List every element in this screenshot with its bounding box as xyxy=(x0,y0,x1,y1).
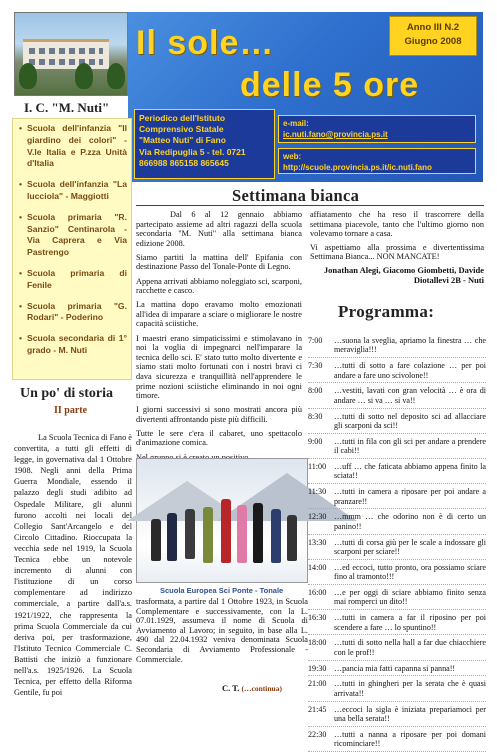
schedule-text: …tutti a nanna a riposare per poi domani ricominciare!! xyxy=(334,729,486,749)
school-item: • Scuola primaria "G. Rodari" - Poderino xyxy=(19,301,127,325)
schedule-time: 22:30 xyxy=(308,729,327,739)
info-line: 866988 865158 865645 xyxy=(139,157,229,168)
tree-shape xyxy=(107,63,125,89)
schools-list-box xyxy=(12,118,132,380)
schedule-text: …tutti di sotto a fare colazione … per poi andare a fare uno scivolone!! xyxy=(334,361,486,380)
schedule-row xyxy=(308,563,486,582)
schedule-time: 7:30 xyxy=(308,361,323,371)
settimana-heading: Settimana bianca xyxy=(232,186,360,205)
skier-figure xyxy=(221,499,231,563)
school-building-photo xyxy=(14,12,128,96)
web-label: web: xyxy=(283,152,302,161)
email-box xyxy=(278,115,476,143)
ski-group-photo xyxy=(136,458,308,583)
email-link[interactable]: ic.nuti.fano@provincia.ps.it xyxy=(283,130,388,139)
schedule-text: …mmm … che odorino non è di certo un panino!! xyxy=(334,512,486,531)
schedule-text: …tutti di sotto nel deposito sci ad allacciare gli scarponi da sci!! xyxy=(334,411,486,431)
schedule-text: …tutti di sotto nella hall a far due chiacchiere con le prof!! xyxy=(334,638,486,657)
schedule-row xyxy=(308,487,486,506)
skier-figure xyxy=(253,503,263,563)
paragraph: I giorni successivi si sono mostrati ancora più divertenti affrontando piste più difficili. xyxy=(136,405,302,424)
schedule-row xyxy=(308,613,486,632)
web-link[interactable]: http://scuole.provincia.ps.it/ic.nuti.fano xyxy=(283,163,432,172)
schedule-row xyxy=(308,730,486,749)
schedule-text: …pancia mia fatti capanna si panna!! xyxy=(334,663,456,673)
schedule-time: 21:45 xyxy=(308,704,327,714)
settimana-column-2 xyxy=(310,210,484,266)
schedule-row xyxy=(308,664,486,673)
school-item: • Scuola primaria "R. Sanzio" Centinarola - Via Caprera e Via Pastrengo xyxy=(19,212,127,259)
schedule-time: 13:30 xyxy=(308,537,327,547)
schedule-row xyxy=(308,705,486,724)
school-item: • Scuola dell'infanzia "Il giardino dei colori" - V.le Italia e P.zza Unità d'Italia xyxy=(19,123,127,170)
schedule-time: 8:30 xyxy=(308,411,323,421)
schedule-text: …tutti in fila con gli sci per andare a prendere il cabi!! xyxy=(334,436,486,456)
paragraph: Siamo partiti la mattina dell' Epifania con destinazione Passo del Tonale-Ponte di Legno. xyxy=(136,252,302,272)
schedule-text: …suona la sveglia, apriamo la finestra … che meraviglia!!! xyxy=(334,336,486,355)
schedule-row xyxy=(308,588,486,607)
building-shape xyxy=(23,39,109,69)
programma-heading: Programma: xyxy=(338,302,435,321)
schedule-time: 11:00 xyxy=(308,462,327,472)
issue-number: Anno III N.2 xyxy=(406,22,460,33)
tree-shape xyxy=(75,63,93,89)
article-signature: Jonathan Alegi, Giacomo Giombetti, Davide Diotallevi 2B - Nuti xyxy=(323,265,484,285)
paragraph: affiatamento che ha reso il trascorrere della settimana piacevole, tanto che l'ultimo giorno non volevamo tornare a casa. xyxy=(310,210,484,239)
info-line: Periodico dell'Istituto xyxy=(139,113,226,123)
paragraph: La mattina dopo eravamo molto emozionati all'idea di imparare a sciare o migliorare le nostre capacità sciistiche. xyxy=(136,300,302,329)
skier-figure xyxy=(185,509,195,559)
schedule-time: 18:00 xyxy=(308,638,327,648)
schedule-row xyxy=(308,462,486,481)
continua-label: (…continua) xyxy=(241,684,282,693)
schedule-row xyxy=(308,412,486,431)
paragraph: Vi aspettiamo alla prossima e divertentissima Settimana Bianca... NON MANCATE! xyxy=(310,242,484,262)
schedule-row xyxy=(308,336,486,355)
programma-list xyxy=(308,336,486,755)
schedule-time: 19:30 xyxy=(308,663,327,673)
schedule-text: …tutti in camera a far il riposino per poi scendere a fare … lo spuntino!! xyxy=(334,613,486,632)
skier-figure xyxy=(271,509,281,563)
schedule-row xyxy=(308,437,486,456)
sidebar-title: I. C. "M. Nuti" xyxy=(24,100,110,115)
storia-heading: Un po' di storia xyxy=(20,386,113,401)
storia-part-label: II parte xyxy=(54,405,88,416)
tree-shape xyxy=(19,63,37,89)
schedule-time: 9:00 xyxy=(308,436,323,446)
settimana-column-1 xyxy=(136,210,302,467)
schedule-time: 21:00 xyxy=(308,679,327,689)
schedule-row xyxy=(308,512,486,531)
schools-list xyxy=(19,123,127,357)
info-line: Via Redipuglia 5 - tel. 0721 xyxy=(139,146,246,157)
schedule-time: 14:00 xyxy=(308,562,327,572)
schedule-row xyxy=(308,538,486,557)
schedule-time: 7:00 xyxy=(308,336,323,345)
school-item: • Scuola secondaria di 1° grado - M. Nuti xyxy=(19,333,127,357)
skier-figure xyxy=(167,513,177,561)
schedule-row xyxy=(308,386,486,405)
web-box xyxy=(278,148,476,174)
skier-figure xyxy=(151,519,161,561)
schedule-row xyxy=(308,679,486,698)
issue-box xyxy=(389,16,477,56)
schedule-time: 16:00 xyxy=(308,588,327,598)
paragraph: I maestri erano simpaticissimi e stimolavano in noi la voglia di impegnarci nell'imparare la tecnica dello sci. E' stato tutto molto divertente e siamo stati molto fortunati con i nostri bravi ci dava sicurezza e tranquillità nell'apprendere le prime nozioni sciistiche eliminando in noi ogni timore. xyxy=(136,333,302,401)
schedule-text: …e per oggi di sciare abbiamo finito senza mai romperci un dito!! xyxy=(334,588,486,607)
masthead-title-line1: Il sole… xyxy=(136,24,275,62)
issue-date: Giugno 2008 xyxy=(404,36,462,47)
schedule-text: …tutti di corsa giù per le scale a indossare gli scarponi per sciare!! xyxy=(334,537,486,557)
schedule-time: 16:30 xyxy=(308,613,327,623)
schedule-text: …ed eccoci, tutto pronto, ora possiamo sciare fino al tramonto!!! xyxy=(334,562,486,582)
info-line: Comprensivo Statale xyxy=(139,124,224,135)
institute-info-box xyxy=(134,109,275,179)
storia-body: La Scuola Tecnica di Fano è convertita, a tutti gli effetti di legge, in governativa dal 1 Ottobre 1908. Negli anni della Prima Guerra Mondiale, essendo il palazzo degli studi adibito ad Ospedale Militare, gli alunni furono accolti nei locali del Collegio Sant'Arcangelo e del Circolo Cittadino. Rioccupata la vecchia sede nel 1919, la Scuola Tecnica ebbe un notevole incremento di alunni con l'istituzione di un corso complementare ad indirizzo commerciale, a partire dall'a.s. 1921/1922, che rappresenta la prima Scuola Commerciale da cui deriva poi, per trasformazione, l'Istituto Tecnico Commerciale C. Battisti che iniziò a funzionare nell'a.s. 1925/1926. La Scuola Tecnica, per effetto della Riforma Gentile, fu poi xyxy=(14,433,132,698)
info-line: "Matteo Nuti" di Fano xyxy=(139,135,226,146)
school-item: • Scuola primaria di Fenile xyxy=(19,268,127,292)
photo-caption: Scuola Europea Sci Ponte - Tonale xyxy=(160,586,284,595)
paragraph: Tutte le sere c'era il cabaret, uno spettacolo d'animazione comica. xyxy=(136,428,302,448)
schedule-row xyxy=(308,638,486,657)
schedule-time: 12:30 xyxy=(308,512,327,522)
schedule-text: …uff … che faticata abbiamo appena finito la sciata!! xyxy=(334,462,486,481)
schedule-row xyxy=(308,361,486,380)
paragraph: Appena arrivati abbiamo noleggiato sci, scarponi, racchette e casco. xyxy=(136,276,302,296)
schedule-text: …eccoci la sigla è iniziata prepariamoci per una bella serata!! xyxy=(334,704,486,724)
schedule-time: 11:30 xyxy=(308,487,327,497)
skier-figure xyxy=(203,507,213,563)
skier-figure xyxy=(287,515,297,561)
author-initials: C. T. xyxy=(222,683,240,693)
email-label: e-mail: xyxy=(283,119,309,128)
heading-rule xyxy=(136,205,484,206)
school-item: • Scuola dell'infanzia "La lucciola" - Maggiotti xyxy=(19,179,127,203)
masthead-title-line2: delle 5 ore xyxy=(240,66,420,104)
skier-figure xyxy=(237,505,247,563)
schedule-text: …vestiti, lavati con gran velocità … è ora di andare … si va … si va!! xyxy=(334,386,486,405)
schedule-time: 8:00 xyxy=(308,386,323,396)
schedule-text: …tutti in camera a riposare per poi andare a pranzare!! xyxy=(334,487,486,506)
storia-continuation: trasformata, a partire dal 1 Ottobre 1923, in Scuola Complementare e successivamente, con la L. 07.01.1929, assumeva il nome di Scuola di Avviamento al Lavoro; in seguito, in base alla L. 490 dal 22.04.1932 veniva denominata Scuola Secondaria di Avviamento Professionale - Commerciale. xyxy=(136,597,308,664)
paragraph: Dal 6 al 12 gennaio abbiamo partecipato assieme ad altri ragazzi della scuola secondaria "M. Nuti" alla settimana bianca edizione 2008. xyxy=(136,210,302,248)
storia-signature xyxy=(222,683,282,693)
schedule-text: …tutti in ghingheri per la serata che è quasi arrivata!! xyxy=(334,679,486,698)
